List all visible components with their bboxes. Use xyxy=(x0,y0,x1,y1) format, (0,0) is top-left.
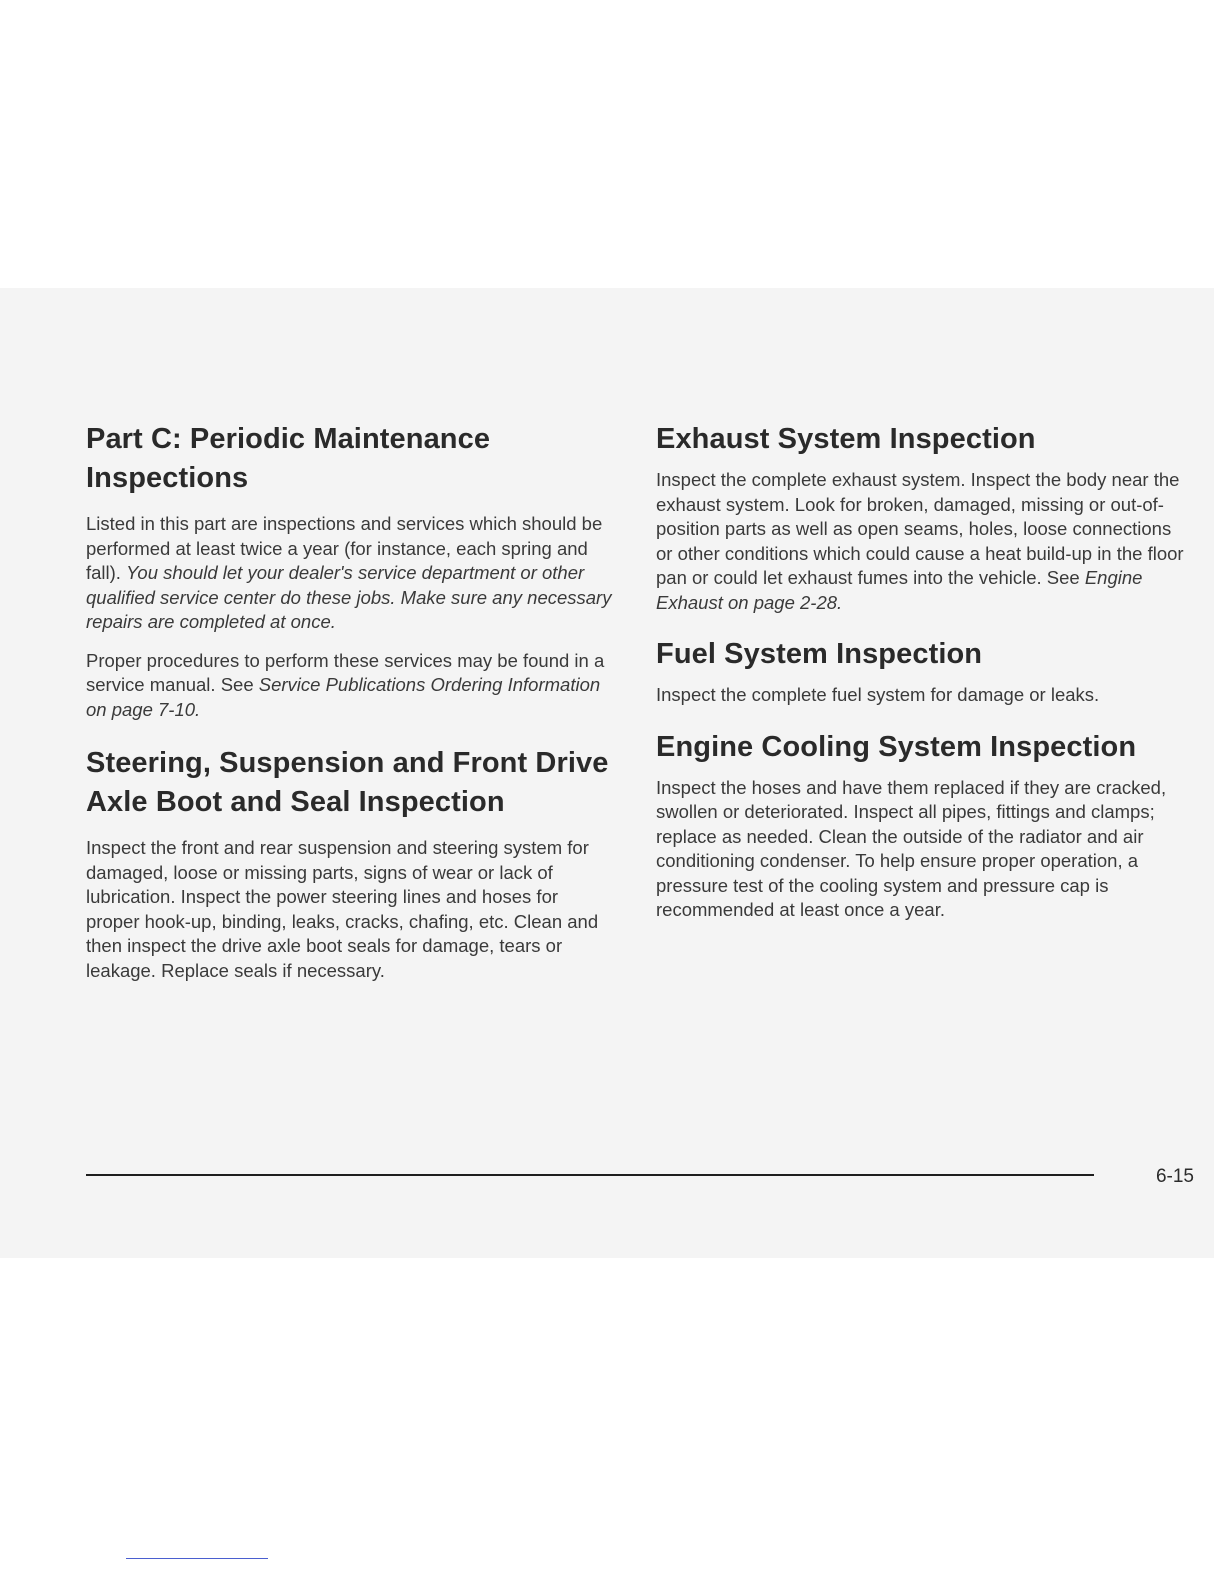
footer-rule xyxy=(86,1174,1094,1176)
service-publications-reference: Service Publications Ordering Information on page 7-10. xyxy=(86,674,601,720)
engine-exhaust-reference: Engine Exhaust on page 2-28. xyxy=(656,567,1143,613)
left-column xyxy=(86,420,616,997)
steering-paragraph: Inspect the front and rear suspension and steering system for damaged, loose or missing parts, signs of wear or lack of lubrication. Inspect the power steering lines and hoses for proper hook-up, binding, leaks, cracks, chafing, etc. Clean and then inspect the drive axle boot seals for damage, tears or leakage. Replace seals if necessary. xyxy=(86,837,599,981)
intro-dealer-note: You should let your dealer's service department or other qualified service center do these jobs. Make sure any necessary repairs are completed at once. xyxy=(86,562,612,632)
cooling-heading: Engine Cooling System Inspection xyxy=(656,730,1137,763)
fuel-paragraph: Inspect the complete fuel system for damage or leaks. xyxy=(656,684,1100,705)
exhaust-paragraph xyxy=(656,468,1191,615)
intro-text: Listed in this part are inspections and services which should be performed at least twice a year (for instance, each spring and fall). xyxy=(86,513,603,583)
part-c-heading: Part C: Periodic Maintenance Inspections xyxy=(86,423,491,494)
exhaust-text: Inspect the complete exhaust system. Inspect the body near the exhaust system. Look for broken, damaged, missing or out-of-position parts as well as open seams, holes, loose connections or other conditions which could cause a heat build-up in the floor pan or could let exhaust fumes into the vehicle. See xyxy=(656,469,1184,588)
steering-heading: Steering, Suspension and Front Drive Axle Boot and Seal Inspection xyxy=(86,747,609,818)
cooling-paragraph: Inspect the hoses and have them replaced if they are cracked, swollen or deteriorated. Inspect all pipes, fittings and clamps; replace as needed. Clean the outside of the radiator and air conditioning condenser. To help ensure proper operation, a pressure test of the cooling system and pressure cap is recommended at least once a year. xyxy=(656,776,1167,920)
procedures-text: Proper procedures to perform these services may be found in a service manual. See xyxy=(86,649,605,695)
page-number: 6-15 xyxy=(1155,1166,1194,1187)
bottom-link-underline xyxy=(126,1558,268,1559)
exhaust-heading: Exhaust System Inspection xyxy=(656,423,1036,455)
fuel-heading: Fuel System Inspection xyxy=(656,638,983,670)
intro-paragraph xyxy=(86,512,616,635)
right-column xyxy=(656,420,1191,943)
procedures-paragraph xyxy=(86,649,616,723)
